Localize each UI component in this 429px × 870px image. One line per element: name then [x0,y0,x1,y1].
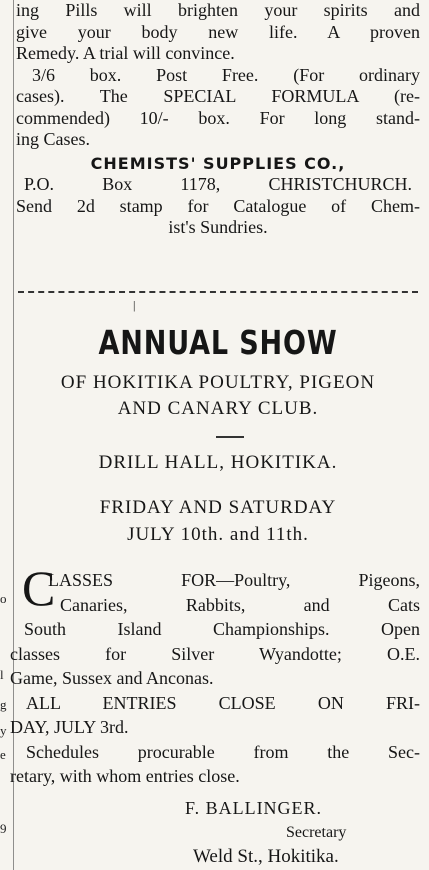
classes-line: ALL ENTRIES CLOSE ON FRI- [26,692,420,713]
classes-line: retary, with whom entries close. [10,766,240,786]
show-dates: JULY 10th. and 11th. [127,524,309,545]
ad-text-line: 3/6 box. Post Free. (For ordinary [32,64,420,85]
ad-text-line: ing Cases. [16,129,90,149]
margin-fragment: o [0,591,7,606]
ad-text-line: give your body new life. A proven [16,21,420,42]
club-name-line: AND CANARY CLUB. [117,398,319,419]
margin-fragment: l [0,667,4,682]
classes-block [10,560,420,789]
company-address: P.O. Box 1178, CHRISTCHURCH. [24,174,412,194]
catalogue-line: ist's Sundries. [168,217,268,237]
venue: DRILL HALL, HOKITIKA. [98,452,338,473]
pills-advertisement [16,0,420,239]
classes-line: South Island Championships. Open [24,619,420,639]
margin-fragment: g [0,697,7,712]
ad-separator [18,291,418,293]
ad-text-line: commended) 10/- box. For long stand- [16,107,420,128]
classes-line: DAY, JULY 3rd. [10,717,129,737]
short-rule [216,436,244,438]
show-title: ANNUAL SHOW [98,323,338,362]
show-days: FRIDAY AND SATURDAY [99,497,337,518]
classes-line: Schedules procurable from the Sec- [26,741,420,762]
company-name: CHEMISTS' SUPPLIES CO., [90,153,346,173]
margin-fragment: e [0,747,6,762]
classes-line: classes for Silver Wyandotte; O.E. [10,643,420,664]
drop-cap: C [22,560,56,616]
column-divider [13,0,14,870]
signature-title: Secretary [286,824,347,841]
classes-line: LASSES FOR—Poultry, Pigeons, [48,570,420,590]
margin-fragment: 9 [0,821,7,836]
signature-address: Weld St., Hokitika. [193,846,339,867]
margin-fragment: y [0,723,7,738]
signature-name: F. BALLINGER. [185,798,323,818]
ad-text-line: cases). The SPECIAL FORMULA (re- [16,86,420,106]
classes-line: Canaries, Rabbits, and Cats [60,594,420,615]
catalogue-line: Send 2d stamp for Catalogue of Chem- [16,195,420,216]
club-name-line: OF HOKITIKA POULTRY, PIGEON [60,372,376,393]
separator-mark: | [133,298,136,312]
ad-text-line: Remedy. A trial will convince. [16,43,235,63]
ad-text-line: ing Pills will brighten your spirits and [16,0,420,20]
classes-line: Game, Sussex and Anconas. [10,668,214,688]
